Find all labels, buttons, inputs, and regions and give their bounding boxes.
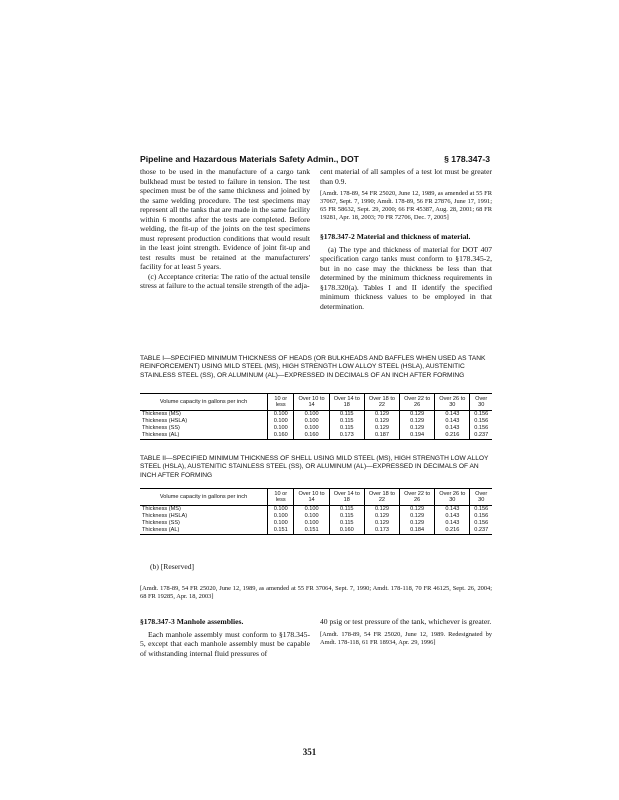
table-cell: 0.156	[470, 520, 492, 527]
column-header: Over 30	[470, 394, 492, 411]
table-cell: 0.156	[470, 425, 492, 432]
column-header: Volume capacity in gallons per inch	[140, 394, 268, 411]
table-row	[140, 520, 492, 527]
paragraph: Each manhole assembly must conform to §178.345-5, except that each manhole assembly must be capable of withstanding internal fluid pressures of	[140, 629, 310, 658]
table-cell: 0.129	[364, 425, 399, 432]
table-cell: 0.143	[435, 520, 470, 527]
table-cell: 0.129	[364, 418, 399, 425]
paragraph: cent material of all samples of a test lot must be greater than 0.9.	[320, 167, 492, 186]
table-cell: 0.115	[329, 520, 364, 527]
table-cell: 0.129	[400, 520, 435, 527]
table-cell: 0.173	[364, 527, 399, 535]
table-row	[140, 432, 492, 440]
table-cell: 0.129	[364, 411, 399, 419]
column-header: Over 22 to 26	[400, 489, 435, 506]
table-cell: 0.115	[329, 411, 364, 419]
table-cell: 0.115	[329, 506, 364, 514]
table-cell: 0.115	[329, 418, 364, 425]
table-cell: 0.100	[294, 425, 329, 432]
table-header-row	[140, 394, 492, 411]
table-cell: 0.115	[329, 425, 364, 432]
table-cell: 0.100	[294, 506, 329, 514]
table-row	[140, 527, 492, 535]
table-header-row	[140, 489, 492, 506]
table-cell: 0.237	[470, 432, 492, 440]
table-cell: 0.143	[435, 425, 470, 432]
table-cell: 0.184	[400, 527, 435, 535]
table-cell: 0.156	[470, 418, 492, 425]
citation: [Amdt. 178-89, 54 FR 25020, June 12, 1989, as amended at 55 FR 37064, Sept. 7, 1990; Amdt. 178-118, 70 FR 46125, Sept. 26, 2004; 68 FR 19285, Apr. 18, 2003]	[140, 585, 492, 600]
table-cell: 0.100	[268, 425, 294, 432]
reserved-para: (b) [Reserved]	[150, 562, 195, 571]
citation: [Amdt. 178-89, 54 FR 25020, June 12, 1989. Redesignated by Amdt. 178-118, 61 FR 18934, Apr. 29, 1996]	[320, 630, 492, 646]
right-column-2	[320, 617, 492, 647]
table-cell: 0.187	[364, 432, 399, 440]
table-cell: 0.237	[470, 527, 492, 535]
column-header: Over 14 to 18	[329, 394, 364, 411]
table-cell: 0.156	[470, 411, 492, 419]
column-header: Over 26 to 30	[435, 489, 470, 506]
table-cell: 0.129	[400, 411, 435, 419]
table1-caption: TABLE I—SPECIFIED MINIMUM THICKNESS OF HEADS (OR BULKHEADS AND BAFFLES WHEN USED AS TANK REINFORCEMENT) USING MILD STEEL (MS), HIGH STRENGTH LOW ALLOY STEEL (HSLA), AUSTENITIC STAINLESS STEEL (SS), OR ALUMINUM (AL)—EXPRESSED IN DECIMALS OF AN INCH AFTER FORMING	[140, 355, 486, 379]
citation: [Amdt. 178-89, 54 FR 25020, June 12, 1989, as amended at 55 FR 37067, Sept. 7, 1990; Amdt. 178-89, 56 FR 27876, June 17, 1991; 65 FR 58632, Sept. 29, 2000; 66 FR 45387, Aug. 28, 2001; 68 FR 19281, Apr. 18, 2003; 70 FR 72706, Dec. 7, 2005]	[320, 190, 492, 221]
row-label: Thickness (AL)	[140, 527, 268, 535]
table-cell: 0.100	[294, 513, 329, 520]
table-cell: 0.151	[294, 527, 329, 535]
left-column-2	[140, 617, 310, 658]
table-cell: 0.160	[294, 432, 329, 440]
column-header: Volume capacity in gallons per inch	[140, 489, 268, 506]
column-header: 10 or less	[268, 489, 294, 506]
column-header: Over 18 to 22	[364, 394, 399, 411]
table-cell: 0.216	[435, 432, 470, 440]
table-cell: 0.100	[268, 513, 294, 520]
table2	[140, 488, 492, 535]
paragraph: 40 psig or test pressure of the tank, whichever is greater.	[320, 617, 492, 626]
table-cell: 0.129	[400, 506, 435, 514]
column-header: Over 10 to 14	[294, 394, 329, 411]
table-cell: 0.216	[435, 527, 470, 535]
table-cell: 0.100	[294, 418, 329, 425]
table-cell: 0.156	[470, 513, 492, 520]
paragraph: those to be used in the manufacture of a cargo tank bulkhead must be tested to failure in tension. The test specimen must be of the same thickness and joined by the same welding procedure. The test specimens may represent all the tanks that are made in the same facility within 6 months after the tests are completed. Before welding, the fit-up of the joints on the test specimens must represent production conditions that would result in the least joint strength. Evidence of joint fit-up and test results must be retained at the manufacturers' facility for at least 5 years.	[140, 167, 310, 271]
table-cell: 0.100	[268, 418, 294, 425]
row-label: Thickness (MS)	[142, 411, 181, 417]
table-row	[140, 411, 492, 419]
column-header: Over 10 to 14	[294, 489, 329, 506]
table-cell: 0.160	[329, 527, 364, 535]
running-header	[140, 154, 490, 164]
row-label: Thickness (MS)	[142, 506, 181, 512]
table-cell: 0.129	[400, 513, 435, 520]
paragraph-a: (a) The type and thickness of material for DOT 407 specification cargo tanks must conform to §178.345-2, but in no case may the thickness be less than that determined by the minimum thickness requirements in §178.320(a). Tables I and II identify the specified minimum thickness values to be employed in that determination.	[320, 244, 492, 311]
row-label: Thickness (HSLA)	[142, 418, 188, 424]
page-number: 351	[302, 747, 317, 757]
table-row	[140, 506, 492, 514]
column-header: Over 18 to 22	[364, 489, 399, 506]
column-header: Over 14 to 18	[329, 489, 364, 506]
table-cell: 0.100	[268, 520, 294, 527]
paragraph-c: (c) Acceptance criteria: The ratio of the actual tensile stress at failure to the actual tensile strength of the adja-	[140, 271, 310, 290]
column-header: 10 or less	[268, 394, 294, 411]
row-label: Thickness (AL)	[140, 432, 268, 440]
table-cell: 0.173	[329, 432, 364, 440]
table-cell: 0.160	[268, 432, 294, 440]
table-cell: 0.151	[268, 527, 294, 535]
table-cell: 0.156	[470, 506, 492, 514]
row-label: Thickness (SS)	[142, 425, 180, 431]
table-cell: 0.115	[329, 513, 364, 520]
section-title: §178.347-3 Manhole assemblies.	[140, 617, 244, 626]
table-cell: 0.143	[435, 418, 470, 425]
section-title: §178.347-2 Material and thickness of material.	[320, 232, 471, 241]
left-column	[140, 167, 310, 291]
table-cell: 0.129	[400, 418, 435, 425]
table-row	[140, 513, 492, 520]
table-cell: 0.100	[268, 411, 294, 419]
table-cell: 0.194	[400, 432, 435, 440]
table1	[140, 393, 492, 440]
column-header: Over 26 to 30	[435, 394, 470, 411]
table-cell: 0.129	[364, 520, 399, 527]
column-header: Over 22 to 26	[400, 394, 435, 411]
column-header: Over 30	[470, 489, 492, 506]
header-section: § 178.347-3	[444, 154, 490, 164]
table-cell: 0.100	[294, 520, 329, 527]
table-cell: 0.143	[435, 513, 470, 520]
table-cell: 0.143	[435, 411, 470, 419]
table-row	[140, 425, 492, 432]
table-cell: 0.129	[400, 425, 435, 432]
table-cell: 0.129	[364, 513, 399, 520]
table-cell: 0.100	[268, 506, 294, 514]
header-agency: Pipeline and Hazardous Materials Safety Admin., DOT	[140, 154, 359, 164]
table-cell: 0.100	[294, 411, 329, 419]
right-column	[320, 167, 492, 311]
table-cell: 0.143	[435, 506, 470, 514]
table2-caption: TABLE II—SPECIFIED MINIMUM THICKNESS OF SHELL USING MILD STEEL (MS), HIGH STRENGTH LOW ALLOY STEEL (HSLA), AUSTENITIC STAINLESS STEEL (SS), OR ALUMINUM (AL)—EXPRESSED IN DECIMALS OF AN INCH AFTER FORMING	[140, 455, 489, 479]
table-row	[140, 418, 492, 425]
row-label: Thickness (SS)	[142, 520, 180, 526]
table-cell: 0.129	[364, 506, 399, 514]
row-label: Thickness (HSLA)	[142, 513, 188, 519]
